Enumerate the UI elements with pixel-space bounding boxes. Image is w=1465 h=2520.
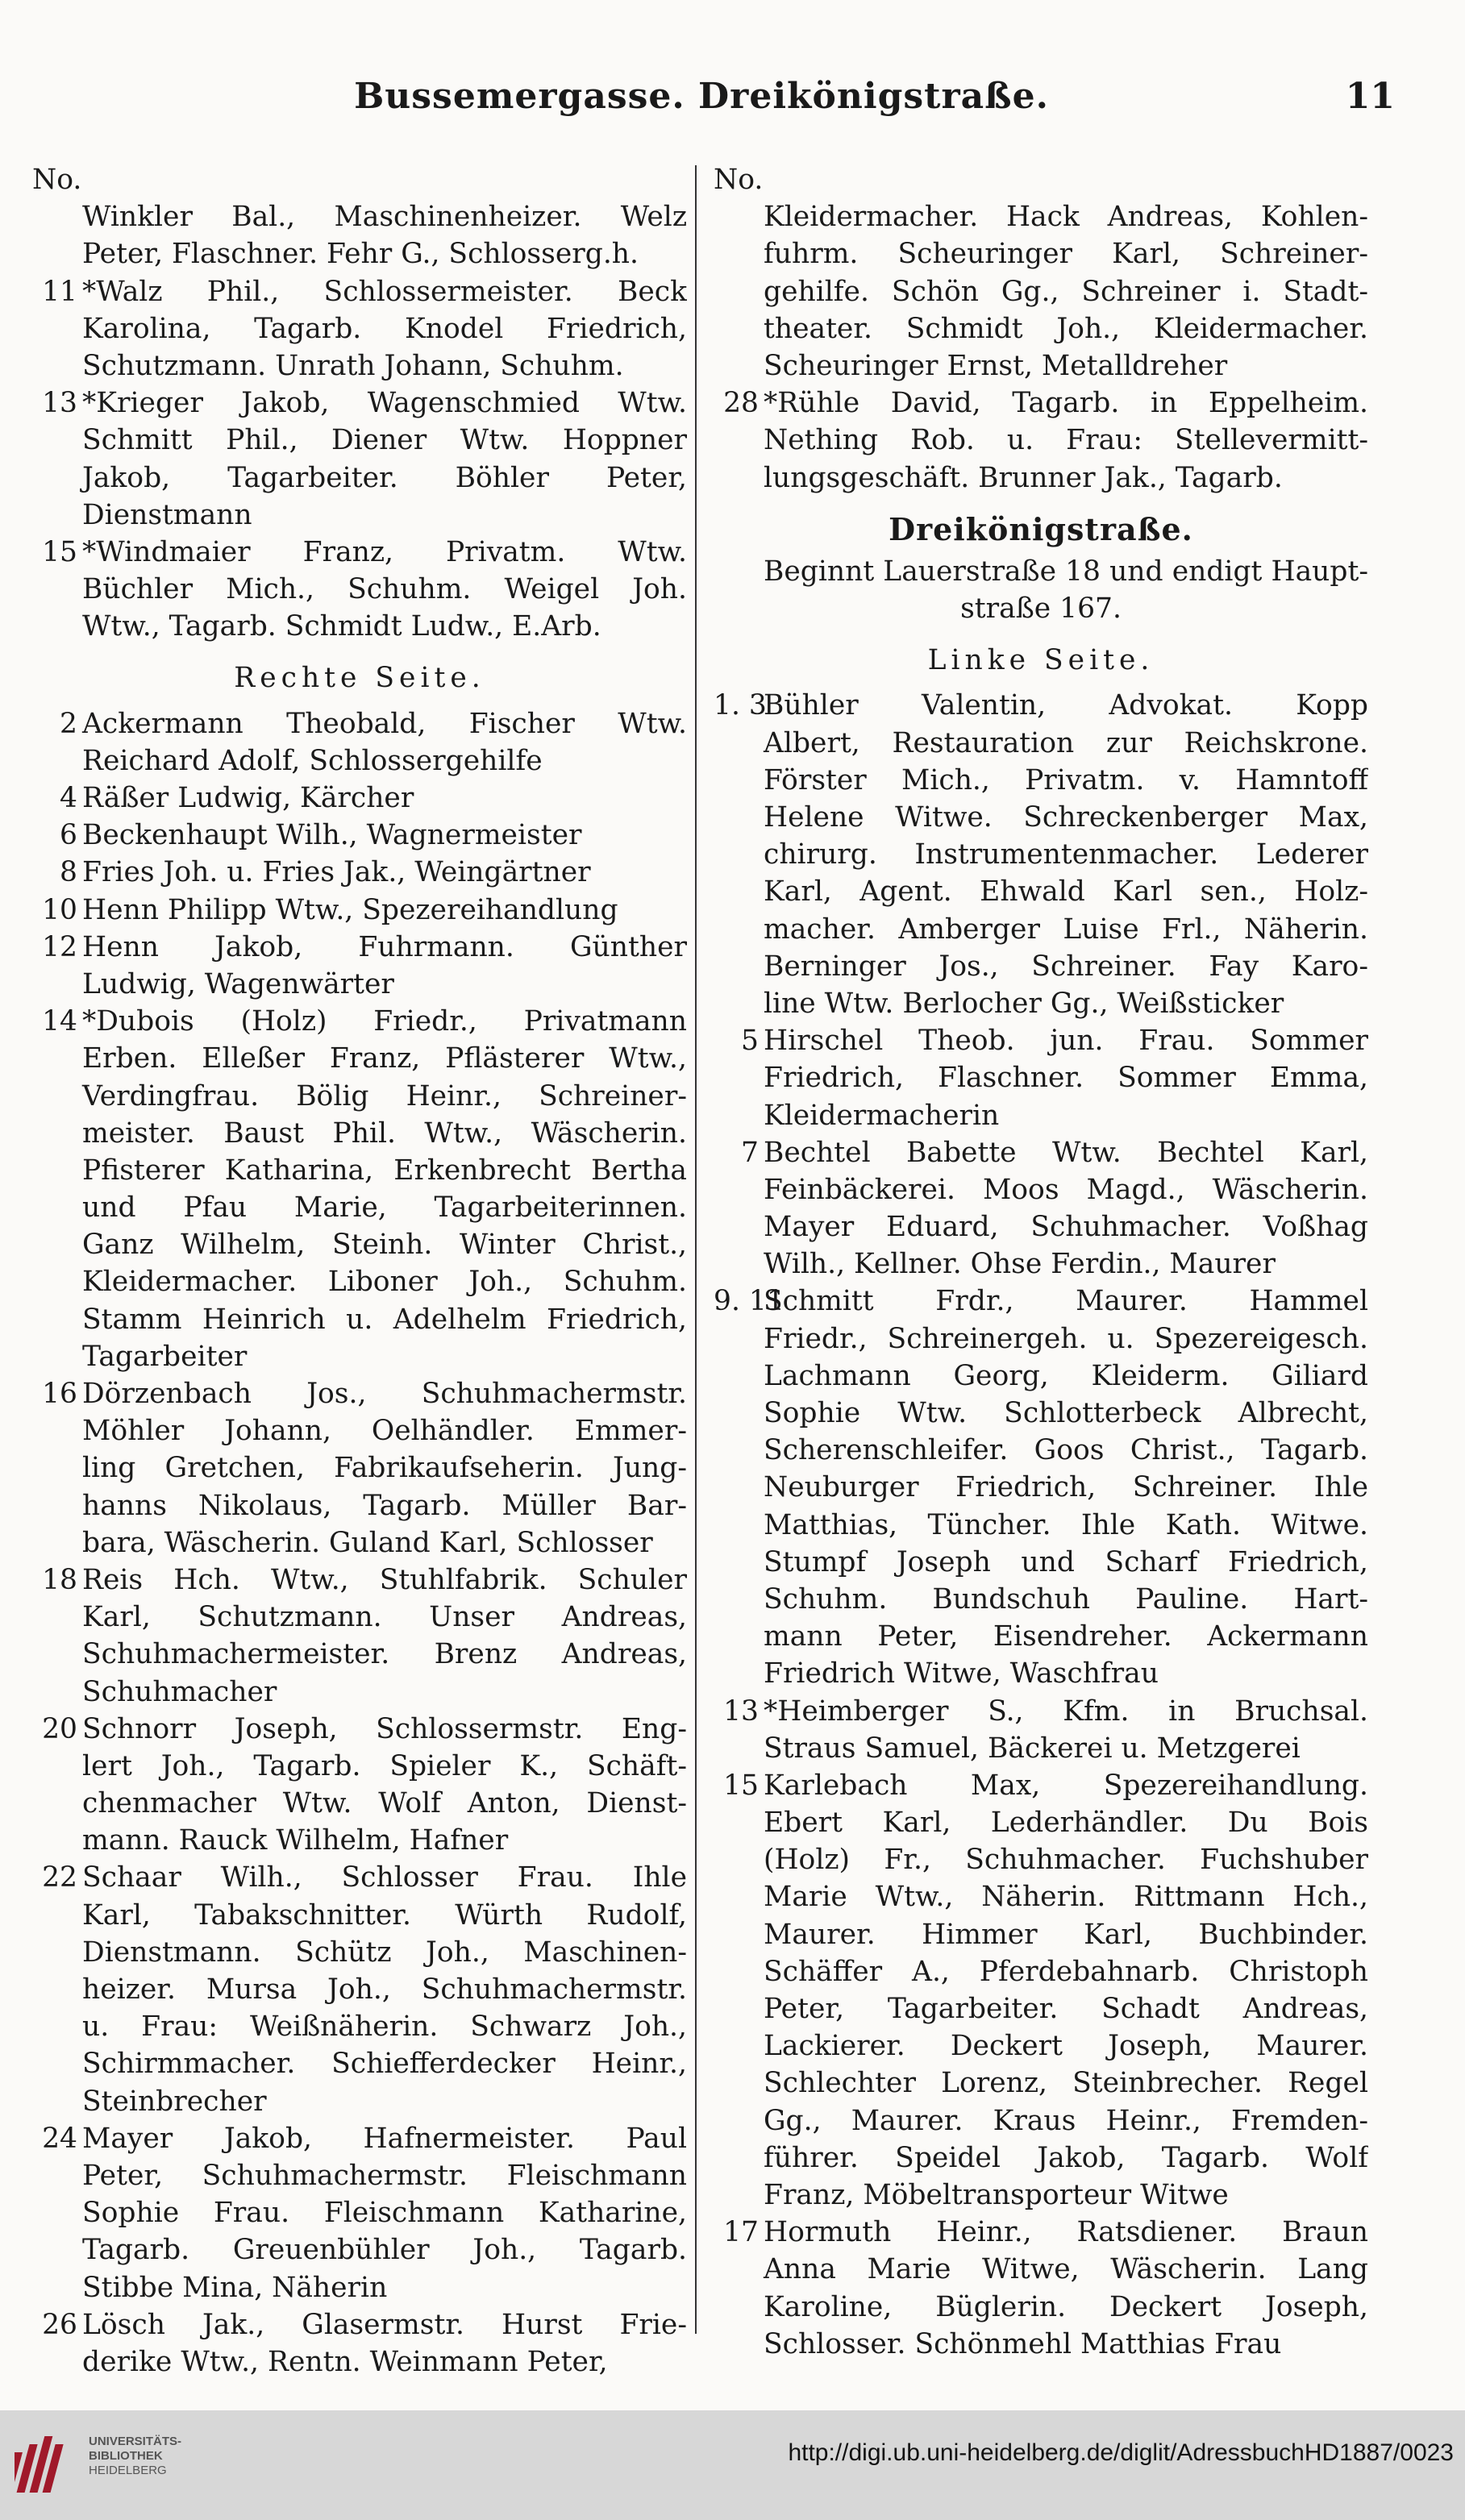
street-description: Beginnt Lauerstraße 18 und endigt Haupt- xyxy=(764,555,1368,588)
entry-line xyxy=(714,235,1368,272)
entry-text: Friedrich, Flaschner. Sommer Emma, xyxy=(764,1062,1368,1095)
entry-text: Mayer Eduard, Schuhmacher. Voßhag xyxy=(764,1211,1368,1244)
house-number: 18 xyxy=(42,1563,77,1596)
entry-text: Stumpf Joseph und Scharf Friedrich, xyxy=(764,1545,1368,1578)
entry-line xyxy=(32,347,687,385)
entry-line xyxy=(714,873,1368,910)
entry-text: Karl, Tabakschnitter. Würth Rudolf, xyxy=(82,1898,687,1932)
entry-text: Kleidermacherin xyxy=(764,1099,1000,1132)
entry-text: Pfisterer Katharina, Erkenbrecht Bertha xyxy=(82,1154,687,1187)
entry-text: Schaar Wilh., Schlosser Frau. Ihle xyxy=(82,1861,687,1894)
entry-line xyxy=(32,1636,687,1673)
entry-line xyxy=(32,2083,687,2120)
entry-line xyxy=(714,2251,1368,2288)
entry-text: Bühler Valentin, Advokat. Kopp xyxy=(764,689,1368,722)
street-heading: Dreikönigstraße. xyxy=(889,510,1193,547)
entry-text: Karlebach Max, Spezereihandlung. xyxy=(764,1769,1368,1802)
entry-text: Schuhmacher xyxy=(82,1675,277,1708)
entry-line xyxy=(714,1581,1368,1618)
entry-line xyxy=(714,422,1368,459)
entry-line xyxy=(32,2045,687,2082)
entry-line xyxy=(714,2140,1368,2177)
entry-text: Winkler Bal., Maschinenheizer. Welz xyxy=(82,201,687,234)
entry-line xyxy=(714,1953,1368,1990)
house-number: 12 xyxy=(42,930,77,963)
entry-text: Sophie Wtw. Schlotterbeck Albrecht, xyxy=(764,1397,1368,1429)
entry-line xyxy=(714,1767,1368,1804)
entry-text: Peter, Tagarbeiter. Schadt Andreas, xyxy=(764,1993,1368,2025)
entry-text: Helene Witwe. Schreckenberger Max, xyxy=(764,801,1368,834)
entry-line xyxy=(32,1934,687,1971)
entry-text: Tagarbeiter xyxy=(82,1340,248,1373)
entry-line xyxy=(714,1655,1368,1692)
entry-line xyxy=(714,1245,1368,1283)
entry-line xyxy=(714,2326,1368,2363)
entry-text: Lackierer. Deckert Joseph, Maurer. xyxy=(764,2030,1368,2063)
entry-line xyxy=(32,1115,687,1152)
entry-text: theater. Schmidt Joh., Kleidermacher. xyxy=(764,312,1368,345)
entry-text: derike Wtw., Rentn. Weinmann Peter, xyxy=(82,2345,608,2378)
entry-text: heizer. Mursa Joh., Schuhmachermstr. xyxy=(82,1973,687,2006)
entry-line xyxy=(32,1189,687,1226)
entry-text: Karolina, Tagarb. Knodel Friedrich, xyxy=(82,312,687,345)
entry-text: *Rühle David, Tagarb. in Eppelheim. xyxy=(764,387,1368,420)
entry-text: Henn Jakob, Fuhrmann. Günther xyxy=(82,930,687,963)
page-header xyxy=(32,71,1395,127)
entry-text: Friedrich Witwe, Waschfrau xyxy=(764,1657,1159,1690)
entry-line xyxy=(32,742,687,780)
running-title: Bussemergasse. Dreikönigstraße. xyxy=(354,76,1049,117)
entry-text: fuhrm. Scheuringer Karl, Schreiner- xyxy=(764,238,1368,271)
entry-line xyxy=(714,2177,1368,2214)
entry-line xyxy=(32,2231,687,2268)
entry-line xyxy=(32,385,687,422)
entry-text: Schirmmacher. Schiefferdecker Heinr., xyxy=(82,2048,687,2081)
house-number: 11 xyxy=(42,275,77,308)
entry-text: Matthias, Tüncher. Ihle Kath. Witwe. xyxy=(764,1508,1368,1541)
entry-text: meister. Baust Phil. Wtw., Wäscherin. xyxy=(82,1117,687,1150)
house-number: 15 xyxy=(42,535,77,568)
house-number: 2 xyxy=(60,707,77,740)
entry-line xyxy=(714,460,1368,497)
entry-text: Neuburger Friedrich, Schreiner. Ihle xyxy=(764,1471,1368,1504)
entry-line xyxy=(32,2157,687,2194)
entry-text: Fries Joh. u. Fries Jak., Weingärtner xyxy=(82,856,591,889)
entry-text: Schmitt Frdr., Maurer. Hammel xyxy=(764,1285,1368,1318)
entry-line xyxy=(32,892,687,929)
entry-text: Tagarb. Greuenbühler Joh., Tagarb. xyxy=(82,2234,687,2267)
entry-text: Lachmann Georg, Kleiderm. Giliard xyxy=(764,1359,1368,1392)
entry-line xyxy=(32,1561,687,1599)
entry-line xyxy=(32,929,687,966)
entry-text: Bechtel Babette Wtw. Bechtel Karl, xyxy=(764,1136,1368,1169)
entry-text: chirurg. Instrumentenmacher. Lederer xyxy=(764,838,1368,871)
house-number: 5 xyxy=(741,1025,759,1058)
entry-line xyxy=(714,1059,1368,1096)
entry-text: Sophie Frau. Fleischmann Katharine, xyxy=(82,2197,687,2230)
entry-line xyxy=(32,273,687,310)
entry-text: Dienstmann. Schütz Joh., Maschinen- xyxy=(82,1936,687,1969)
entry-line xyxy=(714,1841,1368,1878)
entry-text: Ludwig, Wagenwärter xyxy=(82,967,394,1000)
entry-text: Verdingfrau. Bölig Heinr., Schreiner- xyxy=(82,1079,687,1112)
house-number: 7 xyxy=(741,1136,759,1169)
entry-line xyxy=(714,1395,1368,1432)
entry-line xyxy=(714,687,1368,724)
entry-text: Schäffer A., Pferdebahnarb. Christoph xyxy=(764,1955,1368,1988)
house-number: 4 xyxy=(60,782,77,814)
entry-text: chenmacher Wtw. Wolf Anton, Dienst- xyxy=(82,1787,687,1820)
house-number: 9. 11 xyxy=(714,1285,785,1318)
entry-text: *Windmaier Franz, Privatm. Wtw. xyxy=(82,535,687,568)
entry-text: Stamm Heinrich u. Adelhelm Friedrich, xyxy=(82,1303,687,1336)
house-number: 6 xyxy=(60,819,77,852)
entry-line xyxy=(714,1432,1368,1469)
section-heading: Linke Seite. xyxy=(927,644,1155,677)
entry-line xyxy=(32,2194,687,2231)
entry-text: Ebert Karl, Lederhändler. Du Bois xyxy=(764,1807,1368,1840)
entry-line xyxy=(32,1226,687,1263)
entry-line xyxy=(32,497,687,534)
entry-line xyxy=(714,1469,1368,1506)
entry-text: Karoline, Büglerin. Deckert Joseph, xyxy=(764,2290,1368,2323)
entry-text: Karl, Agent. Ehwald Karl sen., Holz- xyxy=(764,875,1368,909)
house-number: 20 xyxy=(42,1712,77,1745)
entry-line xyxy=(32,1487,687,1524)
entry-line xyxy=(714,2102,1368,2140)
entry-line xyxy=(714,2065,1368,2102)
entry-line xyxy=(32,854,687,891)
entry-line xyxy=(714,836,1368,873)
entry-line xyxy=(714,1134,1368,1171)
entry-text: Jakob, Tagarbeiter. Böhler Peter, xyxy=(82,461,687,494)
entry-text: Wilh., Kellner. Ohse Ferdin., Maurer xyxy=(764,1248,1276,1281)
entry-text: Schuhm. Bundschuh Pauline. Hart- xyxy=(764,1582,1368,1616)
entry-text: (Holz) Fr., Schuhmacher. Fuchshuber xyxy=(764,1844,1368,1877)
entry-text: Anna Marie Witwe, Wäscherin. Lang xyxy=(764,2253,1368,2286)
entry-line xyxy=(32,1674,687,1711)
number-heading: No. xyxy=(32,164,82,196)
entry-line xyxy=(714,1730,1368,1767)
entry-text: ling Gretchen, Fabrikaufseherin. Jung- xyxy=(82,1452,687,1485)
entry-line xyxy=(32,1040,687,1077)
entry-text: und Pfau Marie, Tagarbeiterinnen. xyxy=(82,1191,687,1225)
entry-text: Mayer Jakob, Hafnermeister. Paul xyxy=(82,2122,687,2155)
entry-text: Dienstmann xyxy=(82,498,252,531)
entry-text: Friedr., Schreinergeh. u. Spezereigesch. xyxy=(764,1322,1368,1355)
column-divider xyxy=(695,165,697,2334)
entry-line xyxy=(714,1320,1368,1358)
entry-text: Ackermann Theobald, Fischer Wtw. xyxy=(82,707,687,740)
entry-text: mann. Rauck Wilhelm, Hafner xyxy=(82,1824,509,1857)
house-number: 15 xyxy=(723,1769,759,1802)
entry-line xyxy=(32,1338,687,1375)
entry-text: macher. Amberger Luise Frl., Näherin. xyxy=(764,913,1368,946)
entry-text: Franz, Möbeltransporteur Witwe xyxy=(764,2178,1229,2211)
entry-text: line Wtw. Berlocher Gg., Weißsticker xyxy=(764,987,1284,1020)
entry-text: *Krieger Jakob, Wagenschmied Wtw. xyxy=(82,387,687,420)
entry-line xyxy=(32,705,687,742)
entry-text: Wtw., Tagarb. Schmidt Ludw., E.Arb. xyxy=(82,610,601,643)
entry-text: Schuhmachermeister. Brenz Andreas, xyxy=(82,1638,687,1671)
entry-line xyxy=(32,235,687,272)
house-number: 10 xyxy=(42,893,77,926)
entry-text: Schutzmann. Unrath Johann, Schuhm. xyxy=(82,349,624,382)
entry-text: führer. Speidel Jakob, Tagarb. Wolf xyxy=(764,2141,1368,2174)
entry-line xyxy=(32,1152,687,1189)
entry-text: Karl, Schutzmann. Unser Andreas, xyxy=(82,1601,687,1634)
entry-line xyxy=(714,762,1368,799)
entry-line xyxy=(714,310,1368,347)
entry-text: Feinbäckerei. Moos Magd., Wäscherin. xyxy=(764,1173,1368,1206)
entry-line xyxy=(714,1283,1368,1320)
entry-line xyxy=(714,1990,1368,2027)
entry-line xyxy=(714,1208,1368,1245)
entry-line xyxy=(32,1822,687,1859)
entry-text: lert Joh., Tagarb. Spieler K., Schäft- xyxy=(82,1749,687,1782)
entry-text: gehilfe. Schön Gg., Schreiner i. Stadt- xyxy=(764,275,1368,308)
entry-text: Möhler Johann, Oelhändler. Emmer- xyxy=(82,1415,687,1448)
entry-line xyxy=(714,1022,1368,1059)
section-heading: Rechte Seite. xyxy=(234,662,485,695)
entry-line xyxy=(32,2269,687,2306)
house-number: 13 xyxy=(42,387,77,420)
left-column xyxy=(32,161,687,2381)
entry-line xyxy=(32,2008,687,2045)
entry-text: Hormuth Heinr., Ratsdiener. Braun xyxy=(764,2216,1368,2249)
entry-line xyxy=(714,198,1368,235)
university-library-logo-icon[interactable] xyxy=(15,2428,87,2501)
house-number: 1. 3 xyxy=(714,689,767,722)
entry-line xyxy=(714,2214,1368,2251)
entry-line xyxy=(32,1599,687,1636)
entry-line xyxy=(32,1859,687,1896)
entry-line xyxy=(714,2289,1368,2326)
entry-text: Straus Samuel, Bäckerei u. Metzgerei xyxy=(764,1732,1301,1765)
page-number: 11 xyxy=(1345,76,1395,117)
entry-line xyxy=(714,799,1368,836)
entry-list xyxy=(714,687,1368,2362)
house-number: 24 xyxy=(42,2122,77,2155)
entry-line xyxy=(714,911,1368,948)
entry-line xyxy=(32,1412,687,1449)
entry-line xyxy=(714,1878,1368,1915)
house-number: 8 xyxy=(60,856,77,889)
entry-text: Kleidermacher. Liboner Joh., Schuhm. xyxy=(82,1266,687,1299)
entry-line xyxy=(32,460,687,497)
entry-text: Stibbe Mina, Näherin xyxy=(82,2271,388,2304)
entry-line xyxy=(32,2120,687,2157)
entry-line xyxy=(714,1171,1368,1208)
entry-text: Räßer Ludwig, Kärcher xyxy=(82,782,414,814)
house-number: 14 xyxy=(42,1005,77,1038)
entry-line xyxy=(32,198,687,235)
house-number: 28 xyxy=(723,387,759,420)
entry-text: Dörzenbach Jos., Schuhmachermstr. xyxy=(82,1378,687,1410)
entry-text: Albert, Restauration zur Reichskrone. xyxy=(764,726,1368,759)
entry-line xyxy=(32,1897,687,1934)
entry-line xyxy=(714,1916,1368,1953)
entry-line xyxy=(32,1524,687,1561)
entry-line xyxy=(714,948,1368,985)
entry-line xyxy=(32,1449,687,1487)
entry-text: Kleidermacher. Hack Andreas, Kohlen- xyxy=(764,201,1368,234)
entry-line xyxy=(714,1507,1368,1544)
entry-line xyxy=(32,1263,687,1300)
entry-list xyxy=(714,198,1368,497)
entry-line xyxy=(714,1544,1368,1581)
entry-line xyxy=(714,725,1368,762)
entry-line xyxy=(32,1375,687,1412)
entry-line xyxy=(32,780,687,817)
logo-text: UNIVERSITÄTS- BIBLIOTHEK HEIDELBERG xyxy=(89,2435,182,2477)
entry-text: bara, Wäscherin. Guland Karl, Schlosser xyxy=(82,1526,653,1559)
entry-text: Steinbrecher xyxy=(82,2085,267,2118)
entry-line xyxy=(32,571,687,608)
house-number: 13 xyxy=(723,1695,759,1728)
entry-line xyxy=(32,1301,687,1338)
entry-line xyxy=(714,1358,1368,1395)
entry-line xyxy=(32,1971,687,2008)
entry-line xyxy=(32,1078,687,1115)
house-number: 16 xyxy=(42,1378,77,1410)
entry-text: Maurer. Himmer Karl, Buchbinder. xyxy=(764,1918,1368,1951)
entry-line xyxy=(714,385,1368,422)
entry-text: Marie Wtw., Näherin. Rittmann Hch., xyxy=(764,1881,1368,1914)
entry-text: Gg., Maurer. Kraus Heinr., Fremden- xyxy=(764,2104,1368,2137)
entry-text: Reichard Adolf, Schlossergehilfe xyxy=(82,744,543,777)
entry-line xyxy=(32,2343,687,2381)
house-number: 17 xyxy=(723,2216,759,2249)
entry-text: Lösch Jak., Glasermstr. Hurst Frie- xyxy=(82,2308,687,2341)
entry-text: Peter, Schuhmachermstr. Fleischmann xyxy=(82,2159,687,2192)
entry-text: Nething Rob. u. Frau: Stellevermitt- xyxy=(764,424,1368,457)
entry-text: Büchler Mich., Schuhm. Weigel Joh. xyxy=(82,573,687,606)
entry-text: hanns Nikolaus, Tagarb. Müller Bar- xyxy=(82,1489,687,1522)
entry-text: *Dubois (Holz) Friedr., Privatmann xyxy=(82,1005,687,1038)
entry-text: Berninger Jos., Schreiner. Fay Karo- xyxy=(764,950,1368,983)
entry-text: mann Peter, Eisendreher. Ackermann xyxy=(764,1620,1368,1653)
entry-line xyxy=(714,1693,1368,1730)
house-number: 22 xyxy=(42,1861,77,1894)
entry-line xyxy=(32,817,687,854)
entry-text: Förster Mich., Privatm. v. Hamntoff xyxy=(764,763,1368,796)
entry-text: *Heimberger S., Kfm. in Bruchsal. xyxy=(764,1695,1368,1728)
entry-line xyxy=(32,2306,687,2343)
entry-text: Scheuringer Ernst, Metalldreher xyxy=(764,349,1228,382)
entry-list xyxy=(32,198,687,645)
entry-text: Hirschel Theob. jun. Frau. Sommer xyxy=(764,1025,1368,1058)
entry-text: Ganz Wilhelm, Steinh. Winter Christ., xyxy=(82,1229,687,1262)
entry-text: Peter, Flaschner. Fehr G., Schlosserg.h. xyxy=(82,238,639,271)
house-number: 26 xyxy=(42,2308,77,2341)
entry-text: Henn Philipp Wtw., Spezereihandlung xyxy=(82,893,618,926)
entry-line xyxy=(714,1097,1368,1134)
entry-line xyxy=(714,347,1368,385)
entry-text: Erben. Elleßer Franz, Pflästerer Wtw., xyxy=(82,1042,687,1075)
entry-text: lungsgeschäft. Brunner Jak., Tagarb. xyxy=(764,461,1283,494)
entry-text: u. Frau: Weißnäherin. Schwarz Joh., xyxy=(82,2011,687,2044)
entry-line xyxy=(714,273,1368,310)
entry-line xyxy=(32,1748,687,1785)
entry-line xyxy=(714,985,1368,1022)
entry-line xyxy=(32,1003,687,1040)
entry-text: *Walz Phil., Schlossermeister. Beck xyxy=(82,275,687,308)
entry-line xyxy=(32,1711,687,1748)
entry-text: Reis Hch. Wtw., Stuhlfabrik. Schuler xyxy=(82,1563,687,1596)
entry-text: Schlechter Lorenz, Steinbrecher. Regel xyxy=(764,2067,1368,2100)
entry-line xyxy=(32,310,687,347)
street-description-end: straße 167. xyxy=(960,593,1122,626)
entry-text: Schnorr Joseph, Schlossermstr. Eng- xyxy=(82,1712,687,1745)
entry-line xyxy=(32,534,687,571)
number-heading: No. xyxy=(714,164,764,196)
entry-line xyxy=(714,2027,1368,2065)
footer-bar xyxy=(0,2410,1465,2520)
entry-line xyxy=(32,422,687,459)
entry-line xyxy=(32,1785,687,1822)
source-url-link[interactable]: http://digi.ub.uni-heidelberg.de/diglit/AdressbuchHD1887/0023 xyxy=(788,2439,1454,2466)
entry-line xyxy=(714,1618,1368,1655)
entry-text: Schlosser. Schönmehl Matthias Frau xyxy=(764,2327,1282,2360)
entry-text: Beckenhaupt Wilh., Wagnermeister xyxy=(82,819,582,852)
entry-list xyxy=(32,705,687,2381)
entry-line xyxy=(32,966,687,1003)
entry-line xyxy=(32,608,687,645)
entry-line xyxy=(714,1804,1368,1841)
entry-text: Scherenschleifer. Goos Christ., Tagarb. xyxy=(764,1434,1368,1467)
right-column xyxy=(714,161,1368,2363)
entry-text: Schmitt Phil., Diener Wtw. Hoppner xyxy=(82,424,687,457)
